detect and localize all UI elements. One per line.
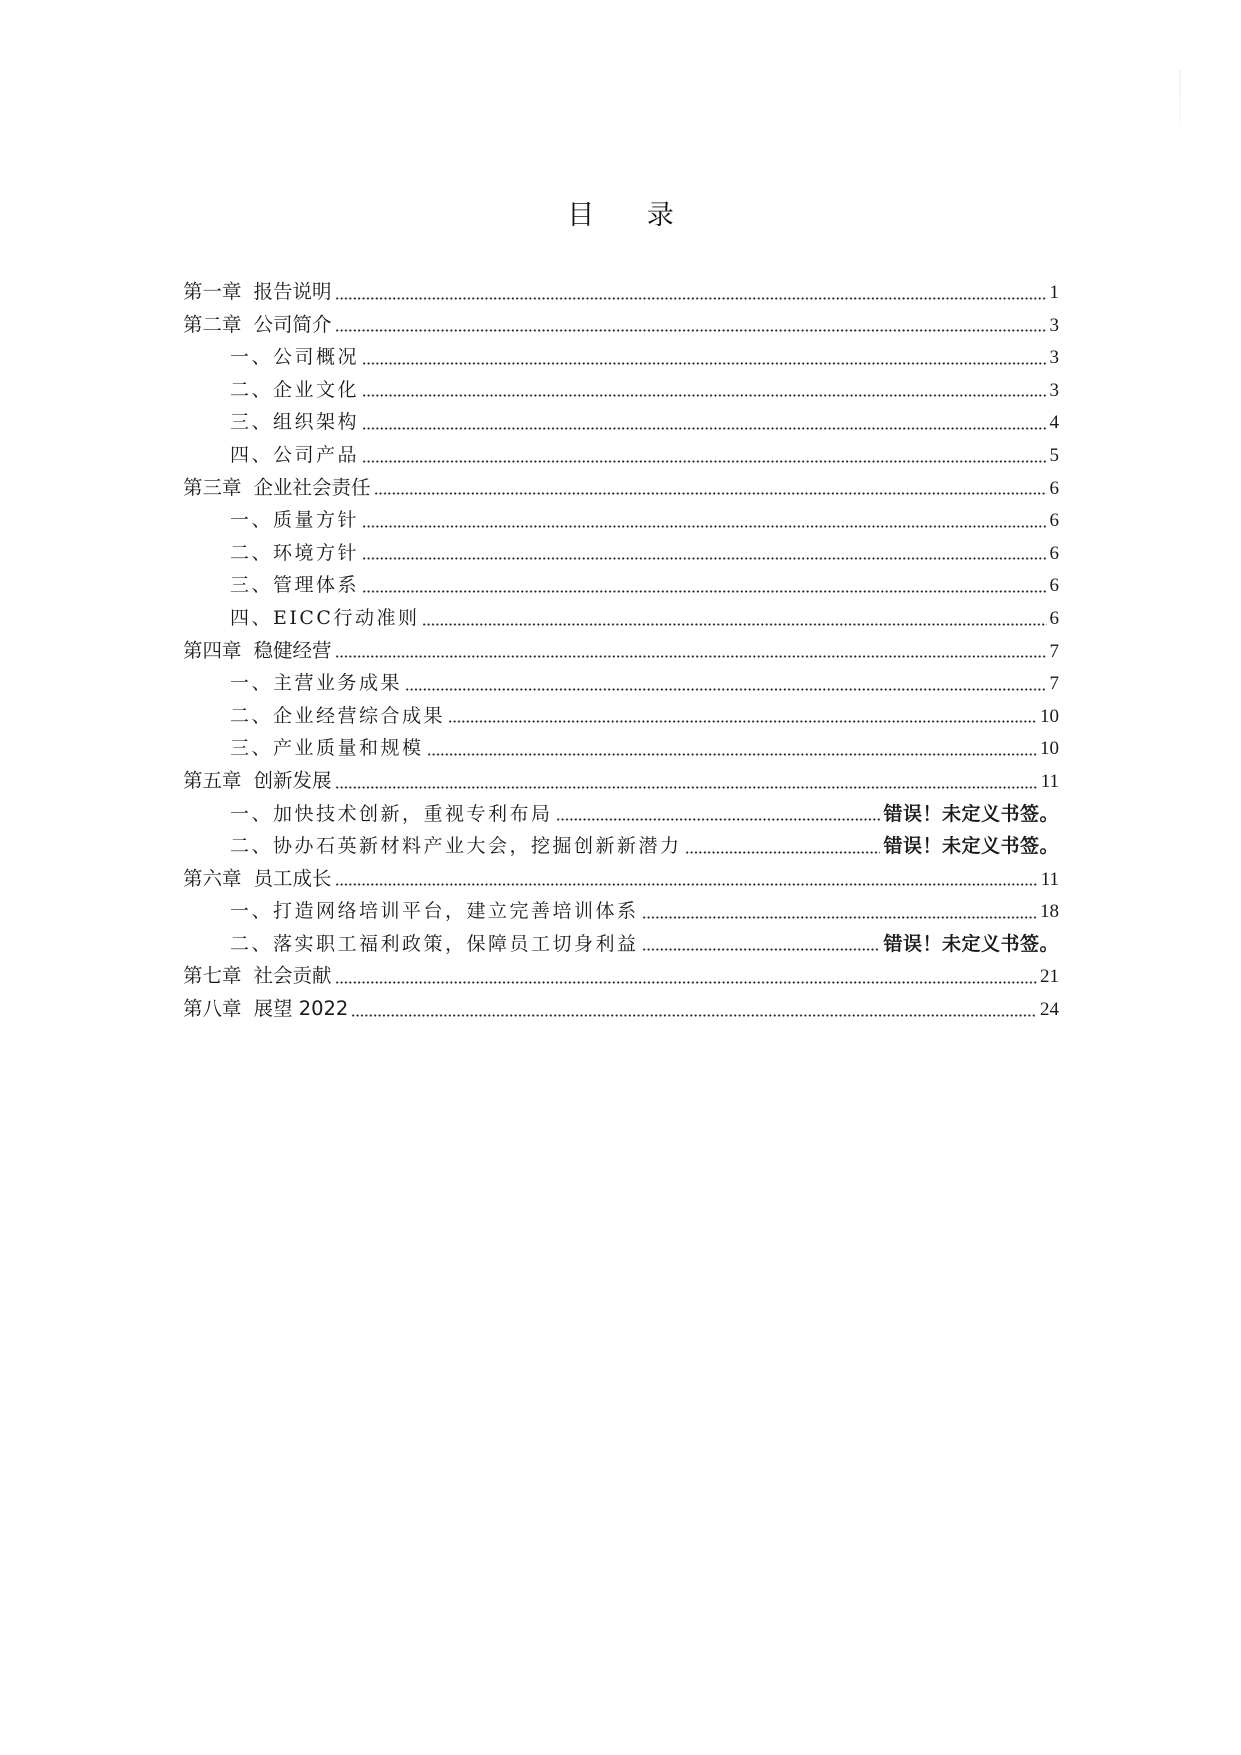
page-number: 18 xyxy=(1040,901,1059,923)
page-number: 7 xyxy=(1049,673,1059,695)
dot-leader xyxy=(362,557,1046,560)
scan-artifact xyxy=(1179,70,1181,130)
dot-leader xyxy=(335,655,1047,658)
chapter-title: 企业社会责任 xyxy=(253,475,371,499)
chapter-number: 第八章 xyxy=(183,997,242,1021)
page-number: 3 xyxy=(1049,379,1059,401)
section-title: 一、加快技术创新，重视专利布局 xyxy=(230,802,553,825)
section-title: 四、EICC行动准则 xyxy=(230,606,420,629)
page-number: 10 xyxy=(1040,705,1059,727)
toc-chapter-row[interactable] xyxy=(183,960,1059,993)
dot-leader xyxy=(427,753,1037,756)
chapter-number: 第五章 xyxy=(183,768,242,792)
toc-section-row[interactable] xyxy=(183,439,1059,472)
toc-section-row[interactable] xyxy=(183,406,1059,439)
bookmark-error-text: 错误！未定义书签。 xyxy=(883,835,1059,858)
chapter-number: 第七章 xyxy=(183,964,242,988)
table-of-contents xyxy=(183,276,1059,1026)
section-title: 一、主营业务成果 xyxy=(230,672,403,695)
section-title: 三、管理体系 xyxy=(230,574,360,597)
chapter-number: 第三章 xyxy=(183,475,242,499)
toc-chapter-row[interactable] xyxy=(183,276,1059,309)
dot-leader xyxy=(362,427,1046,430)
toc-section-row[interactable] xyxy=(183,700,1059,733)
page-number: 3 xyxy=(1049,347,1059,369)
toc-chapter-row[interactable] xyxy=(183,309,1059,342)
dot-leader xyxy=(422,623,1046,626)
chapter-title: 稳健经营 xyxy=(253,638,332,662)
page-number: 24 xyxy=(1040,999,1059,1021)
dot-leader xyxy=(362,525,1046,528)
dot-leader xyxy=(351,1014,1037,1017)
section-title: 一、公司概况 xyxy=(230,346,360,369)
toc-section-row[interactable] xyxy=(183,537,1059,570)
page-number: 6 xyxy=(1049,510,1059,532)
dot-leader xyxy=(448,720,1037,723)
toc-section-row[interactable] xyxy=(183,374,1059,407)
page-number: 6 xyxy=(1049,607,1059,629)
chapter-title: 报告说明 xyxy=(253,280,332,303)
page-number: 1 xyxy=(1049,282,1059,303)
chapter-title: 展望 2022 xyxy=(253,997,349,1021)
section-title: 一、打造网络培训平台，建立完善培训体系 xyxy=(230,900,639,923)
section-title: 二、企业经营综合成果 xyxy=(230,704,446,727)
toc-section-row[interactable] xyxy=(183,928,1059,961)
chapter-number: 第四章 xyxy=(183,638,242,662)
dot-leader xyxy=(362,460,1046,463)
toc-section-row[interactable] xyxy=(183,895,1059,928)
dot-leader xyxy=(685,851,881,854)
chapter-number: 第六章 xyxy=(183,866,242,890)
toc-section-row[interactable] xyxy=(183,667,1059,700)
dot-leader xyxy=(335,981,1037,984)
dot-leader xyxy=(362,590,1046,593)
toc-section-row[interactable] xyxy=(183,602,1059,635)
toc-section-row[interactable] xyxy=(183,830,1059,863)
toc-section-row[interactable] xyxy=(183,798,1059,831)
dot-leader xyxy=(374,492,1047,495)
dot-leader xyxy=(362,394,1046,397)
toc-section-row[interactable] xyxy=(183,569,1059,602)
chapter-title: 员工成长 xyxy=(253,866,332,890)
section-title: 二、协办石英新材料产业大会，挖掘创新新潜力 xyxy=(230,835,682,858)
page-number: 7 xyxy=(1049,640,1059,662)
page-number: 6 xyxy=(1049,477,1059,499)
toc-section-row[interactable] xyxy=(183,341,1059,374)
page-number: 11 xyxy=(1040,868,1059,890)
dot-leader xyxy=(335,883,1038,886)
dot-leader xyxy=(642,948,881,951)
section-title: 一、质量方针 xyxy=(230,509,360,532)
page-number: 4 xyxy=(1049,412,1059,434)
toc-chapter-row[interactable] xyxy=(183,993,1059,1026)
section-title: 二、企业文化 xyxy=(230,378,360,401)
dot-leader xyxy=(556,818,881,821)
dot-leader xyxy=(335,297,1047,300)
page-number: 5 xyxy=(1049,444,1059,466)
toc-chapter-row[interactable] xyxy=(183,863,1059,896)
toc-title: 目 录 xyxy=(567,200,696,231)
dot-leader xyxy=(335,329,1047,332)
toc-chapter-row[interactable] xyxy=(183,765,1059,798)
chapter-title: 社会贡献 xyxy=(253,964,332,988)
page-number: 10 xyxy=(1040,738,1059,760)
bookmark-error-text: 错误！未定义书签。 xyxy=(883,802,1059,825)
toc-section-row[interactable] xyxy=(183,504,1059,537)
page-number: 6 xyxy=(1049,575,1059,597)
page-number: 6 xyxy=(1049,542,1059,564)
page-number: 3 xyxy=(1049,314,1059,336)
bookmark-error-text: 错误！未定义书签。 xyxy=(883,932,1059,955)
section-title: 三、产业质量和规模 xyxy=(230,737,424,760)
chapter-title: 创新发展 xyxy=(253,768,332,792)
section-title: 三、组织架构 xyxy=(230,411,360,434)
dot-leader xyxy=(405,688,1046,691)
toc-section-row[interactable] xyxy=(183,732,1059,765)
page-number: 11 xyxy=(1040,770,1059,792)
dot-leader xyxy=(362,362,1046,365)
toc-chapter-row[interactable] xyxy=(183,635,1059,668)
page-number: 21 xyxy=(1040,966,1059,988)
section-title: 四、公司产品 xyxy=(230,443,360,466)
section-title: 二、环境方针 xyxy=(230,541,360,564)
toc-chapter-row[interactable] xyxy=(183,472,1059,505)
chapter-title: 公司简介 xyxy=(253,312,332,336)
section-title: 二、落实职工福利政策，保障员工切身利益 xyxy=(230,932,639,955)
chapter-number: 第一章 xyxy=(183,280,242,303)
chapter-number: 第二章 xyxy=(183,312,242,336)
dot-leader xyxy=(642,916,1037,919)
dot-leader xyxy=(335,786,1038,789)
